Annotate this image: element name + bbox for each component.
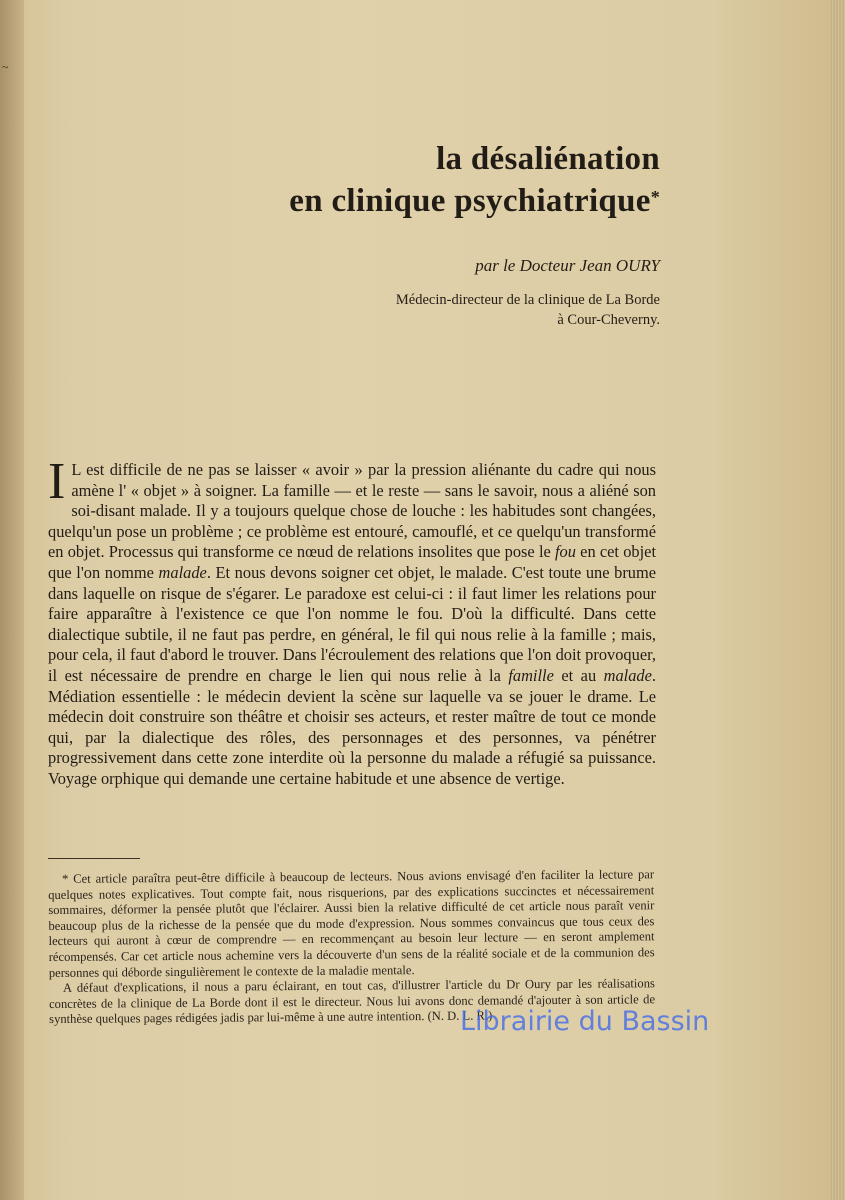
author-affiliation — [396, 290, 660, 330]
footnote-paragraph: * Cet article paraîtra peut-être difficile à beaucoup de lecteurs. Nous avions envisagé d'en faciliter la lecture par quelques notes explicatives. Tout compte fait, nous risquerions, par des explications succinctes et nécessairement sommaires, déformer la pensée plutôt que l'éclairer. Aussi bien la relative difficulté de cet article nous paraît venir beaucoup plus de la richesse de la pensée que du mode d'expression. Nous sommes convaincus que tous ceux des lecteurs qui auront à cœur de comprendre — en recommençant au besoin leur lecture — en seront amplement récompensés. Car cet article nous achemine vers la découverte d'un sens de la réalité sociale et de la communion des personnes qui déborde singulièrement le contexte de la maladie mentale. — [48, 867, 655, 980]
page-fragment: ~ — [1, 59, 10, 75]
title-line-2-text: en clinique psychiatrique — [289, 183, 651, 219]
body-italic-word: malade — [603, 665, 652, 685]
body-text-part: L est difficile de ne pas se laisser « avoir » par la pression aliénante du cadre qui nous amène l' « objet » à soigner. La famille — et le reste — sans le savoir, nous a aliéné son soi-disant malade. Il y a toujours quelque chose de louche : les habitudes sont changées, quelqu'un pose un problème ; ce problème est entouré, camouflé, et ce quelqu'un transformé en objet. Processus qui transforme ce nœud de relations insolites que pose le — [48, 460, 656, 562]
body-italic-word: fou — [555, 542, 576, 562]
drop-cap: I — [48, 453, 66, 510]
body-text-part: . Médiation essentielle : le médecin devient la scène sur laquelle va se jouer le drame. Le médecin doit construire son théâtre et choisir ses acteurs, et rester maître de tout ce monde qui, par la dialectique des rôles, des personnages et des personnes, va pénétrer progressivement dans cette zone interdite où la personne du malade a réfugié sa puissance. Voyage orphique qui demande une certaine habitude et une absence de vertige. — [48, 665, 657, 788]
body-italic-word: malade — [158, 562, 207, 582]
article-title — [289, 138, 660, 222]
affiliation-line-1: Médecin-directeur de la clinique de La Borde — [395, 292, 660, 308]
body-italic-word: famille — [508, 665, 554, 685]
body-text-part: en cet objet que l'on nomme — [48, 542, 656, 582]
title-line-1: la désaliénation — [436, 141, 660, 177]
footnote-divider — [48, 858, 140, 859]
title-line-2 — [289, 180, 660, 222]
article-body — [48, 453, 657, 790]
page-stack-edge — [831, 0, 845, 1200]
footnote-marker: * — [650, 187, 660, 207]
footnote-paragraph: A défaut d'explications, il nous a paru éclairant, en tout cas, d'illustrer l'article du Dr Oury par les réalisations concrètes de la clinique de La Borde dont il est le directeur. Nous lui avons donc demandé d'ajouter à son article de synthèse quelques pages rédigées jadis par lui-même à une autre intention. (N. D. L. R.) — [48, 976, 656, 1027]
body-text-part: et au — [553, 665, 604, 685]
bookseller-watermark: Librairie du Bassin — [460, 1006, 710, 1037]
footnotes — [48, 867, 655, 1028]
body-text-part: . Et nous devons soigner cet objet, le malade. C'est toute une brume dans laquelle on risque de s'égarer. Le paradoxe est celui-ci : il faut limer les relations pour faire apparaître à l'existence ce que l'on nomme le fou. D'où la difficulté. Dans cette dialectique subtile, il ne faut pas perdre, en général, le fil qui nous relie à la famille ; mais, pour cela, il faut d'abord le trouver. Dans l'écroulement des relations que l'on doit provoquer, il est nécessaire de prendre en charge le lien qui nous relie à la — [48, 562, 656, 685]
affiliation-line-2: à Cour-Cheverny. — [557, 312, 660, 328]
author-byline: par le Docteur Jean OURY — [475, 256, 660, 275]
previous-page-edge — [0, 0, 24, 1200]
